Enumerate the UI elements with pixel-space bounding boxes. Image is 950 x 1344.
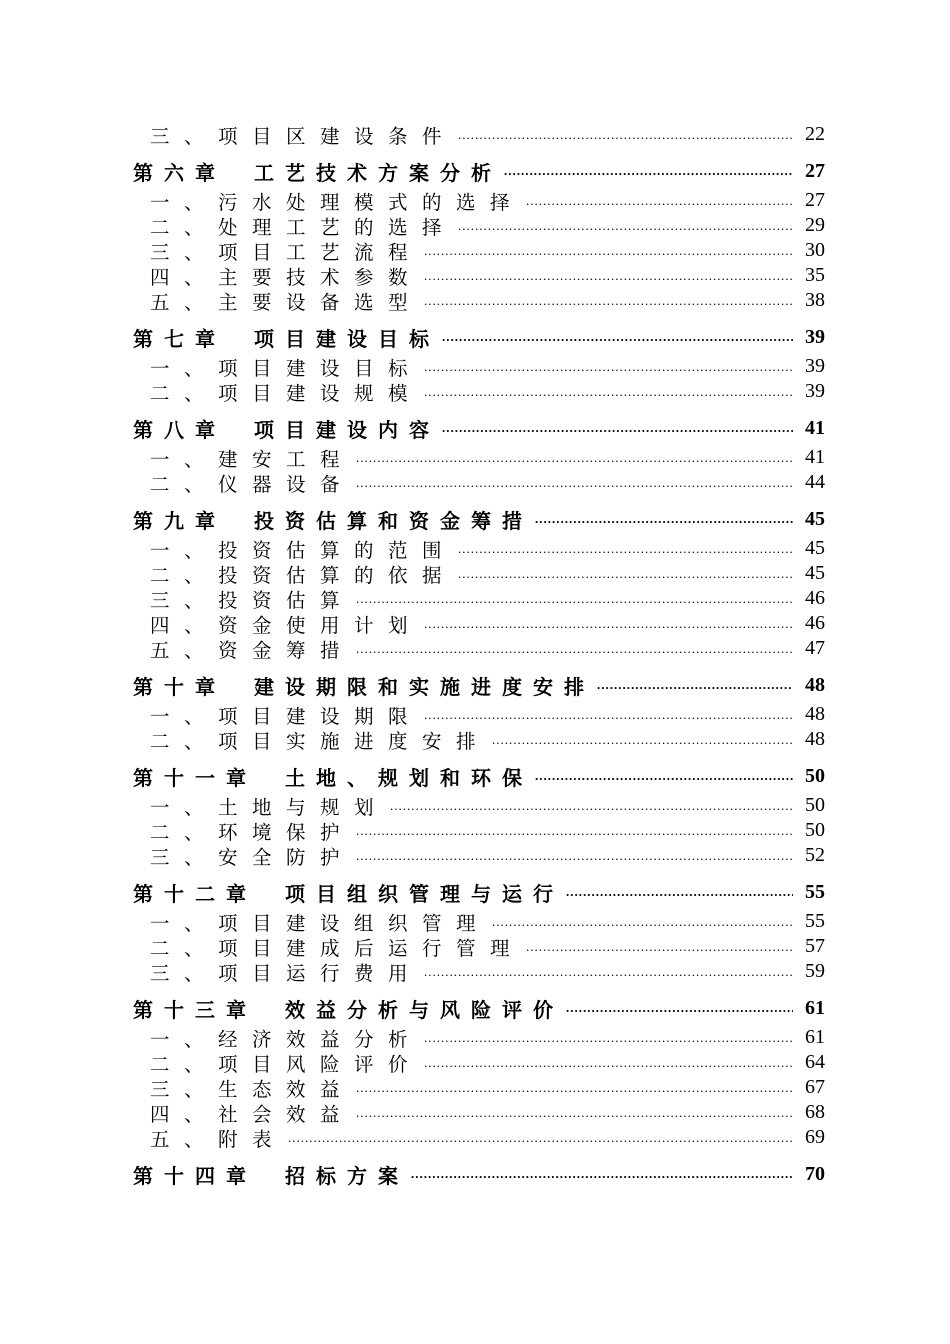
chapter-label xyxy=(133,1160,409,1189)
chapter-label xyxy=(133,762,533,791)
section-label xyxy=(150,635,354,663)
toc-section-row[interactable] xyxy=(133,1050,825,1075)
chapter-label xyxy=(133,878,564,907)
section-label xyxy=(150,444,354,472)
page-number: 46 xyxy=(805,587,825,609)
section-title: 安全防护 xyxy=(218,845,355,869)
section-title: 项目建设期限 xyxy=(218,704,423,728)
toc-section-row[interactable] xyxy=(133,188,825,213)
section-label xyxy=(150,958,422,986)
section-title: 土地与规划 xyxy=(218,795,389,819)
dot-leader xyxy=(442,327,793,347)
toc-section-row[interactable] xyxy=(133,354,825,379)
chapter-title: 项目组织管理与运行 xyxy=(285,881,564,906)
chapter-label xyxy=(133,994,564,1023)
chapter-label xyxy=(133,323,440,352)
dot-leader xyxy=(424,1028,793,1048)
toc-section-row[interactable] xyxy=(133,536,825,561)
dot-leader xyxy=(424,705,793,725)
section-title: 项目建设规模 xyxy=(218,381,423,405)
section-label xyxy=(150,469,354,497)
section-prefix: 一、 xyxy=(150,538,219,562)
section-title: 主要设备选型 xyxy=(218,290,423,314)
section-prefix: 三、 xyxy=(150,1077,219,1101)
section-prefix: 一、 xyxy=(150,356,219,380)
section-prefix: 五、 xyxy=(150,290,219,314)
page-number: 35 xyxy=(805,264,825,286)
page-number: 50 xyxy=(805,819,825,841)
page-number: 50 xyxy=(805,794,825,816)
chapter-label xyxy=(133,414,440,443)
toc-section-row[interactable] xyxy=(133,561,825,586)
dot-leader xyxy=(356,448,793,468)
toc-chapter-row[interactable] xyxy=(133,502,825,536)
section-label xyxy=(150,1124,286,1152)
dot-leader xyxy=(424,382,793,402)
section-prefix: 一、 xyxy=(150,1027,219,1051)
dot-leader xyxy=(504,161,793,181)
section-title: 仪器设备 xyxy=(218,472,355,496)
section-prefix: 二、 xyxy=(150,729,219,753)
dot-leader xyxy=(597,675,793,695)
section-title: 附表 xyxy=(218,1127,287,1151)
chapter-title: 投资估算和资金筹措 xyxy=(254,508,533,533)
section-title: 主要技术参数 xyxy=(218,265,423,289)
dot-leader xyxy=(424,291,793,311)
section-label xyxy=(150,610,422,638)
dot-leader xyxy=(566,882,793,902)
section-prefix: 二、 xyxy=(150,472,219,496)
toc-section-row[interactable] xyxy=(133,238,825,263)
page-number: 64 xyxy=(805,1051,825,1073)
section-label xyxy=(150,933,524,961)
dot-leader xyxy=(458,216,793,236)
page-number: 48 xyxy=(805,703,825,725)
section-title: 资金筹措 xyxy=(218,638,355,662)
section-prefix: 二、 xyxy=(150,215,219,239)
toc-section-row[interactable] xyxy=(133,793,825,818)
section-prefix: 三、 xyxy=(150,961,219,985)
toc-chapter-row[interactable] xyxy=(133,411,825,445)
toc-chapter-row[interactable] xyxy=(133,154,825,188)
dot-leader xyxy=(288,1128,793,1148)
toc-section-row[interactable] xyxy=(133,934,825,959)
dot-leader xyxy=(424,1053,793,1073)
toc-chapter-row[interactable] xyxy=(133,991,825,1025)
chapter-title: 工艺技术方案分析 xyxy=(254,160,502,185)
toc-section-row[interactable] xyxy=(133,288,825,313)
page-number: 29 xyxy=(805,214,825,236)
chapter-prefix: 第十一章 xyxy=(133,765,257,790)
section-label xyxy=(150,535,456,563)
toc-section-row[interactable] xyxy=(133,959,825,984)
section-label xyxy=(150,908,490,936)
toc-section-row[interactable] xyxy=(133,1075,825,1100)
section-prefix: 一、 xyxy=(150,447,219,471)
page-number: 44 xyxy=(805,471,825,493)
section-label xyxy=(150,792,388,820)
section-title: 项目建成后运行管理 xyxy=(218,936,525,960)
chapter-title: 项目建设目标 xyxy=(254,326,440,351)
dot-leader xyxy=(492,730,793,750)
section-title: 环境保护 xyxy=(218,820,355,844)
section-prefix: 五、 xyxy=(150,638,219,662)
page-number: 52 xyxy=(805,844,825,866)
section-label xyxy=(150,701,422,729)
section-title: 投资估算的范围 xyxy=(218,538,457,562)
toc-chapter-row[interactable] xyxy=(133,759,825,793)
dot-leader xyxy=(458,539,793,559)
page-number: 55 xyxy=(805,910,825,932)
chapter-title: 土地、规划和环保 xyxy=(285,765,533,790)
page-number: 48 xyxy=(805,728,825,750)
page-number: 50 xyxy=(805,764,825,787)
section-title: 项目建设组织管理 xyxy=(218,911,491,935)
section-prefix: 三、 xyxy=(150,240,219,264)
toc-section-row[interactable] xyxy=(133,445,825,470)
dot-leader xyxy=(442,418,793,438)
page-number: 45 xyxy=(805,562,825,584)
section-label xyxy=(150,1049,422,1077)
section-prefix: 一、 xyxy=(150,704,219,728)
section-label xyxy=(150,262,422,290)
section-label xyxy=(150,121,456,149)
page-number: 39 xyxy=(805,380,825,402)
page-number: 45 xyxy=(805,537,825,559)
chapter-title: 招标方案 xyxy=(285,1163,409,1188)
section-title: 项目实施进度安排 xyxy=(218,729,491,753)
chapter-prefix: 第七章 xyxy=(133,326,226,351)
toc-section-row[interactable] xyxy=(133,818,825,843)
section-title: 建安工程 xyxy=(218,447,355,471)
toc-section-row[interactable] xyxy=(133,263,825,288)
dot-leader xyxy=(411,1164,793,1184)
chapter-prefix: 第十四章 xyxy=(133,1163,257,1188)
dot-leader xyxy=(390,796,793,816)
section-prefix: 一、 xyxy=(150,190,219,214)
chapter-prefix: 第六章 xyxy=(133,160,226,185)
section-label xyxy=(150,212,456,240)
toc-section-row[interactable] xyxy=(133,379,825,404)
toc-section-row[interactable] xyxy=(133,727,825,752)
section-title: 处理工艺的选择 xyxy=(218,215,457,239)
section-prefix: 一、 xyxy=(150,795,219,819)
dot-leader xyxy=(356,846,793,866)
toc-section-row[interactable] xyxy=(133,909,825,934)
dot-leader xyxy=(356,1078,793,1098)
dot-leader xyxy=(356,639,793,659)
toc-section-row[interactable] xyxy=(133,213,825,238)
toc-section-row[interactable] xyxy=(133,1125,825,1150)
dot-leader xyxy=(424,266,793,286)
section-prefix: 二、 xyxy=(150,936,219,960)
page-number: 41 xyxy=(805,446,825,468)
section-prefix: 三、 xyxy=(150,845,219,869)
section-prefix: 四、 xyxy=(150,1102,219,1126)
section-title: 项目运行费用 xyxy=(218,961,423,985)
section-prefix: 二、 xyxy=(150,820,219,844)
section-label xyxy=(150,1074,354,1102)
dot-leader xyxy=(526,937,793,957)
page-number: 39 xyxy=(805,355,825,377)
toc-section-row[interactable] xyxy=(133,122,825,147)
dot-leader xyxy=(492,912,793,932)
toc-chapter-row[interactable] xyxy=(133,320,825,354)
toc-chapter-row[interactable] xyxy=(133,1157,825,1191)
dot-leader xyxy=(535,766,793,786)
section-label xyxy=(150,287,422,315)
dot-leader xyxy=(356,589,793,609)
section-label xyxy=(150,1024,422,1052)
toc-section-row[interactable] xyxy=(133,636,825,661)
dot-leader xyxy=(356,1103,793,1123)
section-title: 社会效益 xyxy=(218,1102,355,1126)
dot-leader xyxy=(356,473,793,493)
toc-section-row[interactable] xyxy=(133,1100,825,1125)
page-number: 45 xyxy=(805,507,825,530)
page-number: 55 xyxy=(805,880,825,903)
page-number: 41 xyxy=(805,416,825,439)
section-prefix: 四、 xyxy=(150,265,219,289)
chapter-prefix: 第十三章 xyxy=(133,997,257,1022)
section-title: 项目工艺流程 xyxy=(218,240,423,264)
section-title: 项目风险评价 xyxy=(218,1052,423,1076)
section-prefix: 二、 xyxy=(150,563,219,587)
section-label xyxy=(150,353,422,381)
toc-section-row[interactable] xyxy=(133,470,825,495)
section-title: 投资估算 xyxy=(218,588,355,612)
section-label xyxy=(150,817,354,845)
dot-leader xyxy=(424,962,793,982)
section-prefix: 四、 xyxy=(150,613,219,637)
section-title: 项目区建设条件 xyxy=(218,124,457,148)
dot-leader xyxy=(424,241,793,261)
chapter-title: 效益分析与风险评价 xyxy=(285,997,564,1022)
page-number: 48 xyxy=(805,673,825,696)
chapter-label xyxy=(133,157,502,186)
chapter-title: 建设期限和实施进度安排 xyxy=(254,674,595,699)
section-title: 生态效益 xyxy=(218,1077,355,1101)
page-number: 67 xyxy=(805,1076,825,1098)
section-title: 资金使用计划 xyxy=(218,613,423,637)
dot-leader xyxy=(356,821,793,841)
page-number: 61 xyxy=(805,996,825,1019)
chapter-prefix: 第九章 xyxy=(133,508,226,533)
toc-section-row[interactable] xyxy=(133,611,825,636)
chapter-prefix: 第十二章 xyxy=(133,881,257,906)
page-number: 46 xyxy=(805,612,825,634)
page-number: 22 xyxy=(805,123,825,145)
toc-section-row[interactable] xyxy=(133,1025,825,1050)
page-number: 59 xyxy=(805,960,825,982)
page-number: 57 xyxy=(805,935,825,957)
dot-leader xyxy=(458,125,793,145)
section-title: 污水处理模式的选择 xyxy=(218,190,525,214)
section-prefix: 二、 xyxy=(150,381,219,405)
toc-chapter-row[interactable] xyxy=(133,668,825,702)
toc-section-row[interactable] xyxy=(133,843,825,868)
section-title: 经济效益分析 xyxy=(218,1027,423,1051)
page-number: 69 xyxy=(805,1126,825,1148)
toc-section-row[interactable] xyxy=(133,702,825,727)
dot-leader xyxy=(424,614,793,634)
section-prefix: 五、 xyxy=(150,1127,219,1151)
chapter-title: 项目建设内容 xyxy=(254,417,440,442)
section-label xyxy=(150,237,422,265)
page-number: 39 xyxy=(805,325,825,348)
section-label xyxy=(150,585,354,613)
section-title: 项目建设目标 xyxy=(218,356,423,380)
dot-leader xyxy=(566,998,793,1018)
dot-leader xyxy=(535,509,793,529)
section-label xyxy=(150,1099,354,1127)
dot-leader xyxy=(526,191,793,211)
page-number: 70 xyxy=(805,1162,825,1185)
page-number: 68 xyxy=(805,1101,825,1123)
section-prefix: 一、 xyxy=(150,911,219,935)
section-prefix: 二、 xyxy=(150,1052,219,1076)
page-number: 38 xyxy=(805,289,825,311)
page-number: 30 xyxy=(805,239,825,261)
section-label xyxy=(150,560,456,588)
section-label xyxy=(150,187,524,215)
section-label xyxy=(150,378,422,406)
page-number: 27 xyxy=(805,159,825,182)
chapter-label xyxy=(133,505,533,534)
section-label xyxy=(150,726,490,754)
page-number: 27 xyxy=(805,189,825,211)
chapter-prefix: 第十章 xyxy=(133,674,226,699)
chapter-label xyxy=(133,671,595,700)
chapter-prefix: 第八章 xyxy=(133,417,226,442)
section-label xyxy=(150,842,354,870)
page-number: 47 xyxy=(805,637,825,659)
section-prefix: 三、 xyxy=(150,124,219,148)
section-prefix: 三、 xyxy=(150,588,219,612)
dot-leader xyxy=(424,357,793,377)
section-title: 投资估算的依据 xyxy=(218,563,457,587)
page-number: 61 xyxy=(805,1026,825,1048)
table-of-contents xyxy=(133,122,825,1191)
dot-leader xyxy=(458,564,793,584)
toc-chapter-row[interactable] xyxy=(133,875,825,909)
toc-section-row[interactable] xyxy=(133,586,825,611)
